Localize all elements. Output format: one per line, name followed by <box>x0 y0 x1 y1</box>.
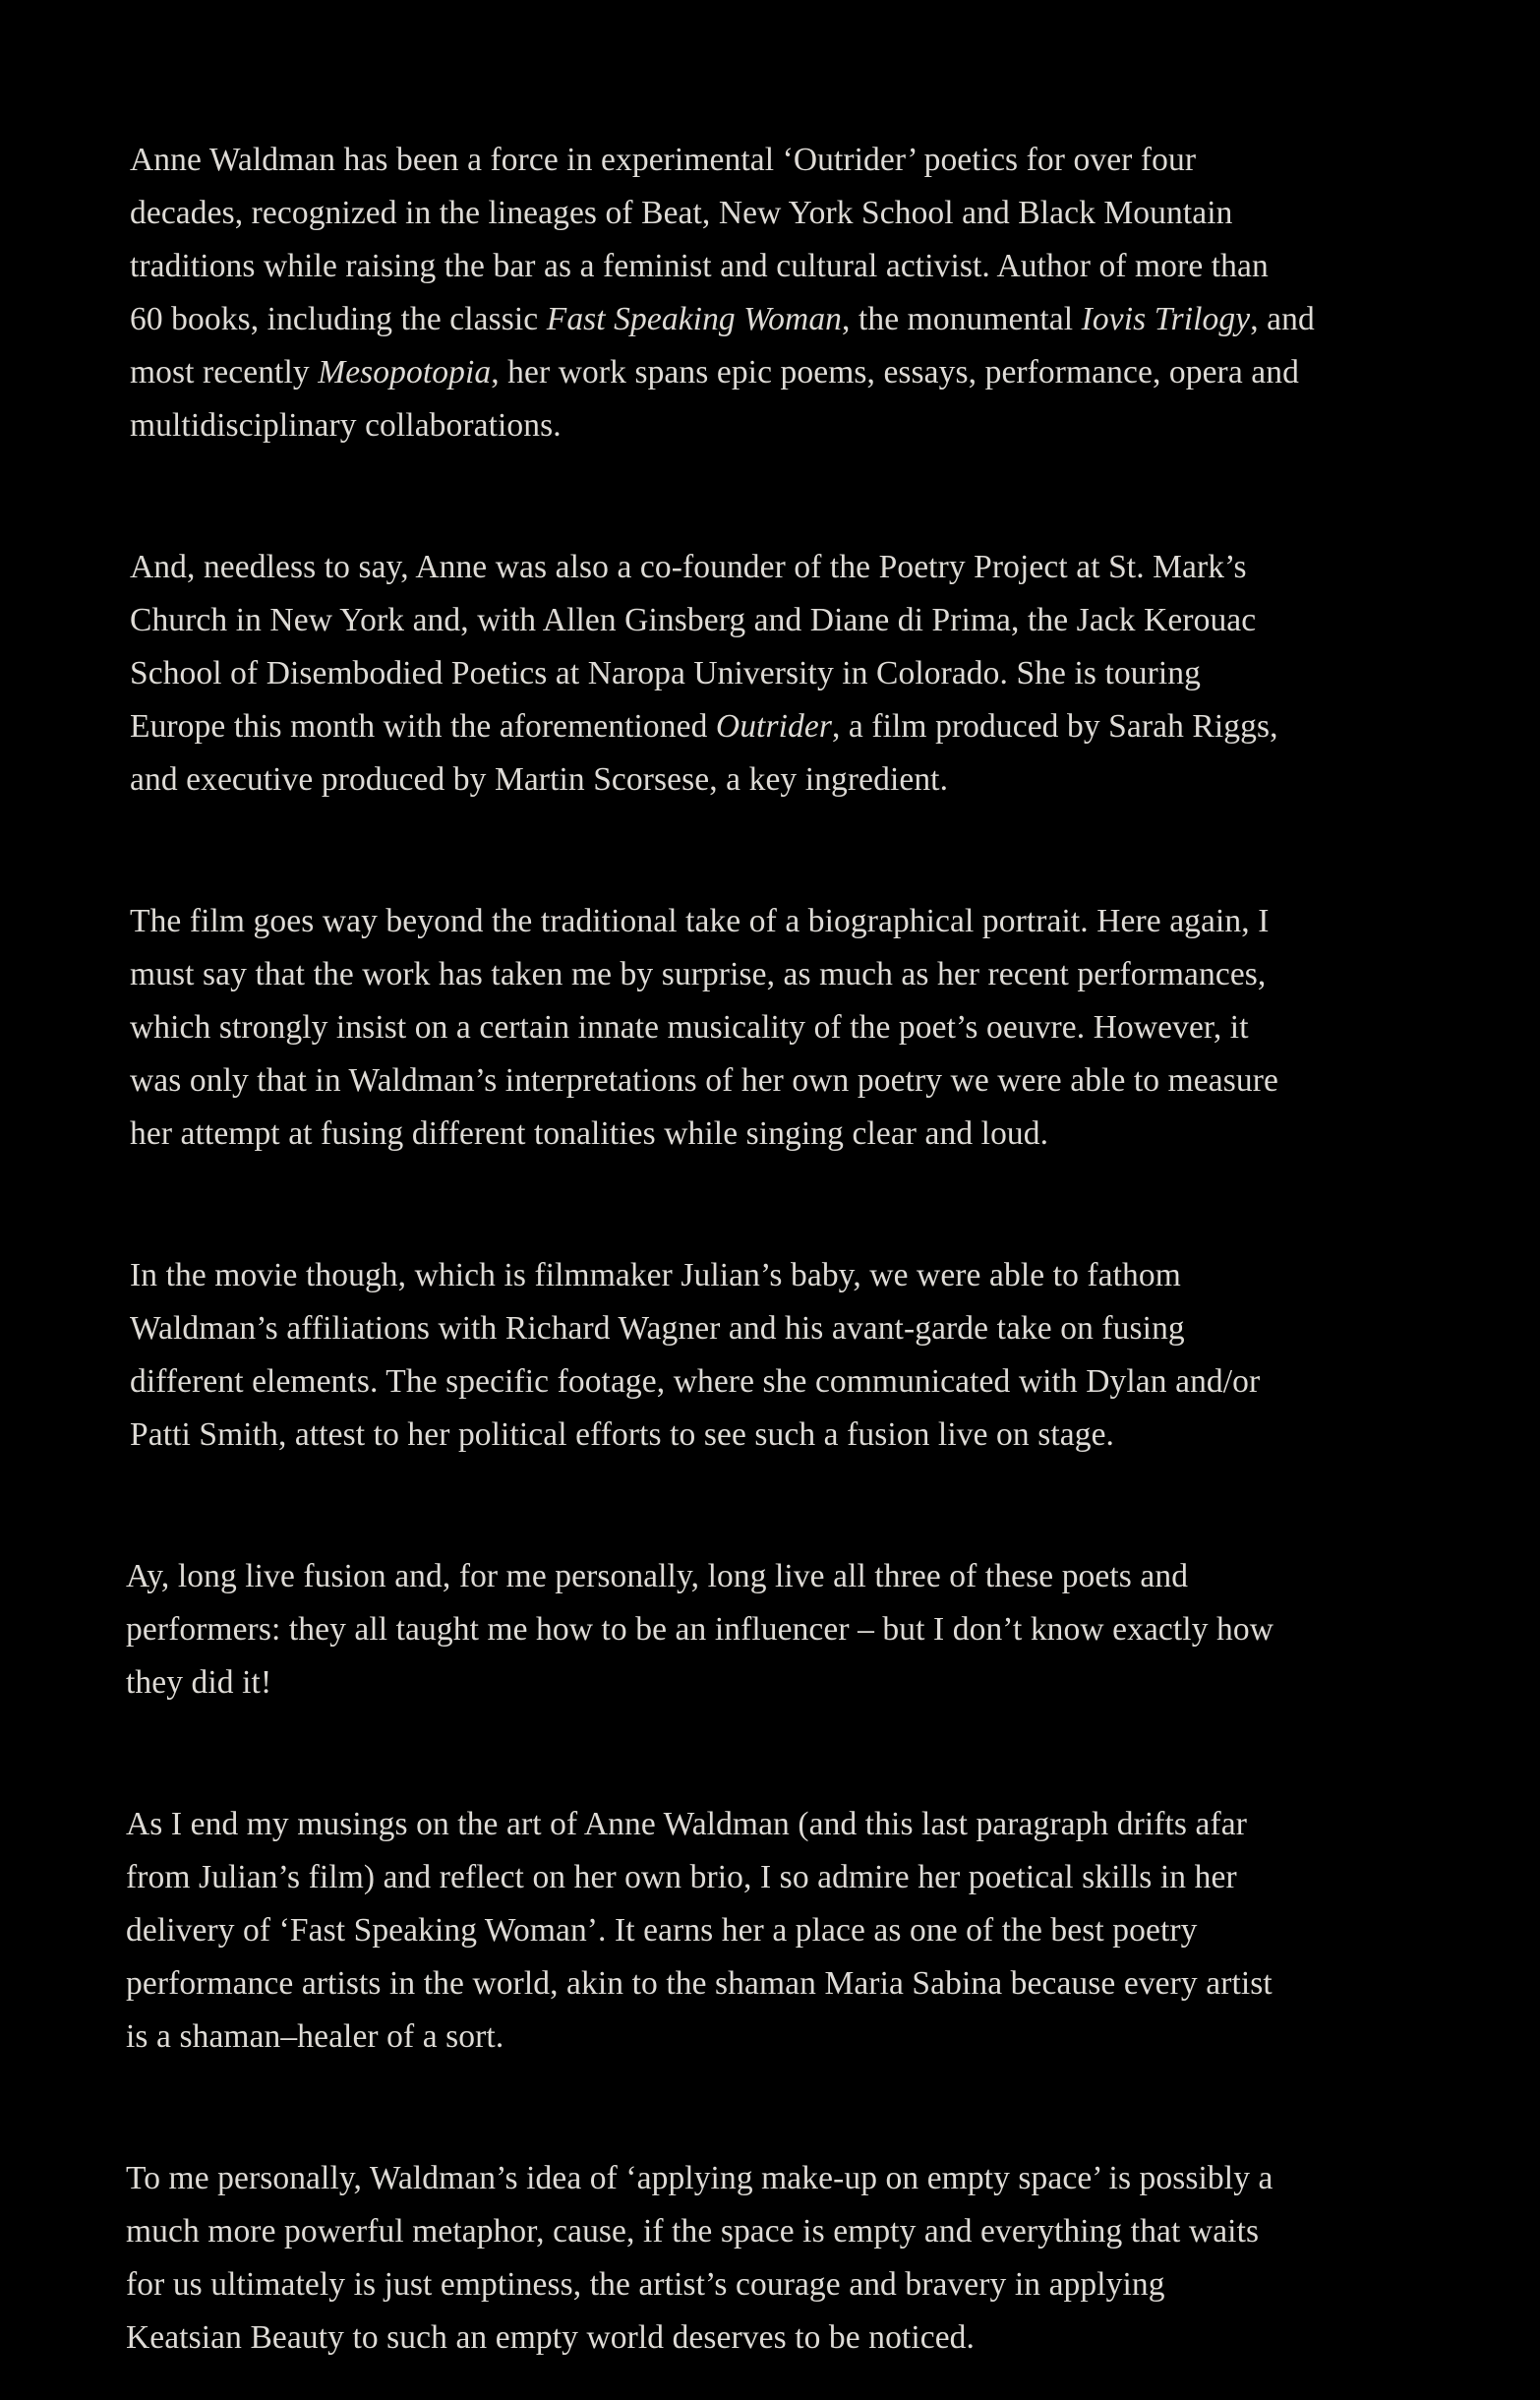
paragraph <box>130 1196 1428 1462</box>
paragraph-text: And, needless to say, Anne was also a co-founder of the Poetry Project at St. Mark’s Church in New York and, with Allen Ginsberg and Diane di Prima, the Jack Kerouac School of Disembodied Poetics at Naropa University in Colorado. She is touring Europe this month with the aforementioned <box>130 549 1257 745</box>
book-title: Iovis Trilogy <box>1081 301 1251 337</box>
article-body <box>126 81 1428 2400</box>
paragraph-text: Anne Waldman has been a force in experimental ‘Outrider’ poetics for over four decades, recognized in the lineages of Beat, New York School and Black Mountain traditions while raising the bar as a feminist and cultural activist. Author of more than 60 books, including the classic <box>130 142 1269 337</box>
paragraph <box>130 842 1428 1161</box>
film-title: Outrider <box>715 708 832 745</box>
paragraph-text: , the monumental <box>842 301 1082 337</box>
paragraph-text: Ay, long live fusion and, for me personally, long live all three of these poets and performers: they all taught me how to be an influencer – but I don’t know exactly how they did it! <box>126 1558 1274 1701</box>
paragraph <box>130 81 1428 452</box>
paragraph-text: The film goes way beyond the traditional take of a biographical portrait. Here again, I must say that the work has taken me by surprise, as much as her recent performances, which strongly insist on a certain innate musicality of the poet’s oeuvre. However, it was only that in Waldman’s interpretations of her own poetry we were able to measure her attempt at fusing different tonalities while singing clear and loud. <box>130 903 1278 1152</box>
paragraph-text: To me personally, Waldman’s idea of ‘applying make-up on empty space’ is possibly a much more powerful metaphor, cause, if the space is empty and everything that waits for us ultimately is just emptiness, the artist’s courage and bravery in applying Keatsian Beauty to such an empty world deserves to be noticed. <box>126 2160 1273 2356</box>
paragraph-text: , a film produced by Sarah Riggs, and executive produced by Martin Scorsese, a key ingredient. <box>130 708 1278 798</box>
paragraph <box>130 488 1428 807</box>
paragraph-text: , her work spans epic poems, essays, performance, opera and multidisciplinary collaborations. <box>130 354 1299 444</box>
paragraph <box>126 1497 1428 1710</box>
paragraph-text: In the movie though, which is filmmaker Julian’s baby, we were able to fathom Waldman’s affiliations with Richard Wagner and his avant-garde take on fusing different elements. The specific footage, where she communicated with Dylan and/or Patti Smith, attest to her political efforts to see such a fusion live on stage. <box>130 1257 1261 1453</box>
book-title: Mesopotopia <box>318 354 492 390</box>
paragraph <box>126 2099 1428 2365</box>
book-title: Fast Speaking Woman <box>546 301 843 337</box>
paragraph-text: , and most recently <box>130 301 1315 390</box>
paragraph <box>126 1745 1428 2064</box>
paragraph-text: As I end my musings on the art of Anne Waldman (and this last paragraph drifts afar from Julian’s film) and reflect on her own brio, I so admire her poetical skills in her delivery of ‘Fast Speaking Woman’. It earns her a place as one of the best poetry performance artists in the world, akin to the shaman Maria Sabina because every artist is a shaman–healer of a sort. <box>126 1806 1273 2055</box>
